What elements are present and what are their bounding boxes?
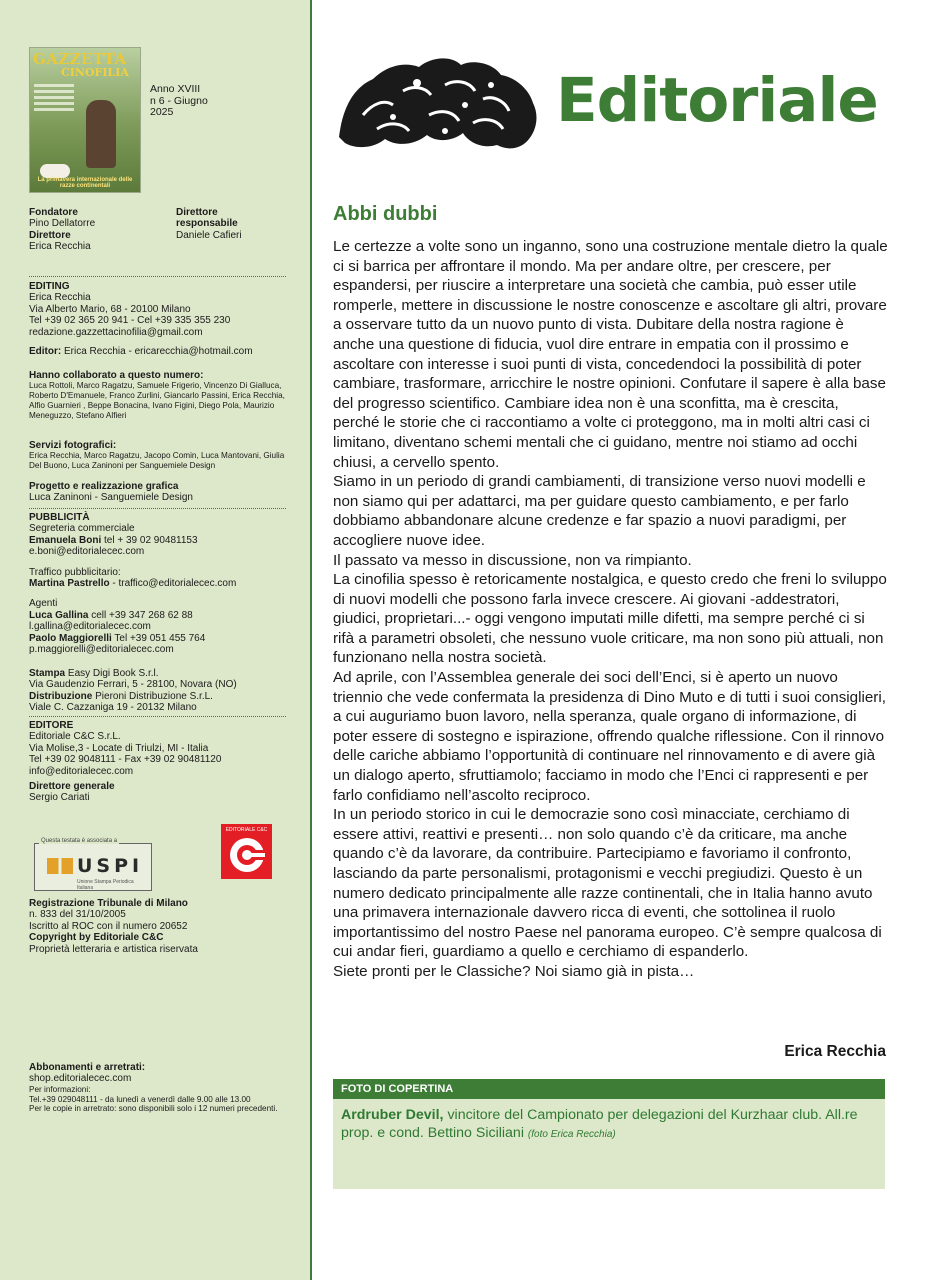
ads-line1: Segreteria commerciale <box>29 523 135 535</box>
photos-label: Servizi fotografici: <box>29 440 117 451</box>
resp-name: Daniele Cafieri <box>176 229 242 241</box>
magazine-cover-image <box>29 47 141 193</box>
article-headline: Abbi dubbi <box>333 203 438 225</box>
distribution-label: Distribuzione <box>29 690 93 702</box>
cc-logo-mark-icon <box>227 835 267 875</box>
divider <box>29 508 286 509</box>
cover-dog-figure <box>40 164 70 178</box>
article-paragraph: La cinofilia spesso è retoricamente nostalgica, e questo credo che freni lo sviluppo di nuovi modelli che possono farla invece crescere. Ai giovani -addestratori, giudici, proprietari...- oggi vengono imputati mille difetti, ma sempre perché ci si rifà a parametri obsoleti, che nessuno vuole criticare, ma non sono più attuali, non funzionano nella nostra società. <box>333 571 887 667</box>
uspi-mark-icon <box>47 858 73 874</box>
article-body <box>333 237 888 982</box>
resp-label-1: Direttore <box>176 207 218 218</box>
photos-text: Erica Recchia, Marco Ragatzu, Jacopo Comin, Luca Mantovani, Giulia Del Buono, Luca Zaninoni per Sanguemiele Design <box>29 451 285 471</box>
editing-address: Via Alberto Mario, 68 - 20100 Milano <box>29 303 191 315</box>
cover-photo-credit: (foto Erica Recchia) <box>527 1129 616 1140</box>
publisher-label: EDITORE <box>29 720 74 731</box>
editing-label: EDITING <box>29 281 70 292</box>
traffic-label: Traffico pubblicitario: <box>29 566 121 578</box>
cover-photo-text: vincitore del Campionato per delegazioni del Kurzhaar club. All.re prop. e cond. Bettino Siciliani <box>341 1107 858 1141</box>
print-block <box>29 668 291 714</box>
subscriptions-arrears: Per le copie in arretrato: sono disponibili solo i 12 numeri precedenti. <box>29 1104 278 1114</box>
article-paragraph: Siamo in un periodo di grandi cambiamenti, di transizione verso nuovi modelli e non siamo qui per adattarci, ma per guidare questo cambiamento, e per farlo dobbiamo abbandonare alcune credenze e far spazio a nuovi paradigmi, per accogliere nuove idee. <box>333 473 866 549</box>
uspi-logo <box>34 838 152 891</box>
editing-name: Erica Recchia <box>29 292 91 304</box>
publisher-email[interactable]: info@editorialecec.com <box>29 765 134 777</box>
subscriptions-block <box>29 1062 291 1114</box>
design-value: Luca Zaninoni - Sanguemiele Design <box>29 492 193 504</box>
cover-headlines <box>34 84 74 114</box>
article-paragraph: Le certezze a volte sono un inganno, sono una costruzione mentale dietro la quale ci si barrica per affrontare il mondo. Ma per andare oltre, per crescere, per espandersi, per riuscire a interpretare una società che cambia, può esser utile romperle, mettere in discussione le nostre conoscenze e ascoltare gli altri, provare a osservare tutto da un nuovo punto di vista. Dubitare della nostra ragione è anche una questione di fiducia, vuol dire entrare in empatia con il prossimo e ascoltare con interesse i suoi punti di vista, concedendoci la possibilità di poter cambiare, trasformare, arricchire le nostre opinioni. Confutare il sapere è alla base del progresso scientifico. Cambiare idea non è una sconfitta, ma è crescita, perché le storie che ci raccontiamo a volte ci proteggono, ma in molti altri casi ci limitano, diventano schemi mentali che ci guidano, mentre noi stiamo ad occhi chiusi, a cervello spento. <box>333 238 888 471</box>
uspi-caption: Questa testata è associata a <box>41 838 118 844</box>
registration-line2: Iscritto al ROC con il numero 20652 <box>29 920 188 932</box>
issue-number: n 6 - Giugno <box>150 94 208 107</box>
design-block <box>29 481 291 504</box>
ads-email2[interactable]: - traffico@editorialecec.com <box>109 578 237 590</box>
ads-name4: Paolo Maggiorelli <box>29 632 112 644</box>
article-paragraph: In un periodo storico in cui le democrazie sono così minacciate, cerchiamo di essere attivi, reattivi e presenti… non solo quando c’è da criticare, ma anche quando c’è da lavorare, da contribuire. Partecipiamo e favoriamo il confronto, lasciando da parte personalismi, protagonismi e vecchi pregiudizi. Questo è un numero dedicato principalmente alle razze continentali, che in Italia hanno avuto una primavera internazionale davvero ricca di eventi, che sottolinea il ruolo importantissimo del nostro Paese nel panorama europeo. C’è sempre qualcosa di cui andar fieri, guardiamo a quello e cerchiamo di espanderlo. <box>333 806 882 961</box>
subscriptions-site[interactable]: shop.editorialecec.com <box>29 1073 132 1085</box>
ads-name2: Martina Pastrello <box>29 578 110 590</box>
ads-email1[interactable]: e.boni@editorialecec.com <box>29 546 145 558</box>
collaborators-label: Hanno collaborato a questo numero: <box>29 370 204 381</box>
resp-label-2: responsabile <box>176 218 238 230</box>
uspi-word: USPI <box>77 855 144 877</box>
editor-label: Editor: <box>29 346 62 357</box>
stampa-value: Easy Digi Book S.r.l. <box>65 668 159 679</box>
advertising-block <box>29 512 291 655</box>
ads-name1: Emanuela Boni <box>29 534 102 546</box>
collaborators-block <box>29 370 291 421</box>
agents-label: Agenti <box>29 598 58 610</box>
publisher-block <box>29 720 291 804</box>
issue-year: Anno XVIII <box>150 83 201 95</box>
copyright-text: Proprietà letteraria e artistica riservata <box>29 943 198 955</box>
section-title: Editoriale <box>556 65 878 136</box>
general-director-name: Sergio Cariati <box>29 792 90 804</box>
divider <box>29 276 286 277</box>
founder-label: Fondatore <box>29 207 78 218</box>
registration-block <box>29 898 291 955</box>
ads-tel4: Tel +39 051 455 764 <box>111 632 206 644</box>
editing-email[interactable]: redazione.gazzettacinofilia@gmail.com <box>29 326 203 338</box>
masthead-sidebar <box>0 0 312 1280</box>
ads-name3: Luca Gallina <box>29 609 89 621</box>
dog-head-illustration <box>333 45 546 155</box>
registration-line1: n. 833 del 31/10/2005 <box>29 909 126 921</box>
ads-email4[interactable]: p.maggiorelli@editorialecec.com <box>29 644 174 656</box>
copyright-label: Copyright by Editoriale C&C <box>29 932 164 944</box>
ads-email3[interactable]: l.gallina@editorialecec.com <box>29 621 151 633</box>
distribution-value: Pieroni Distribuzione S.r.L. <box>92 690 213 702</box>
editor-value: Erica Recchia - ericarecchia@hotmail.com <box>64 346 253 357</box>
stampa-label: Stampa <box>29 668 66 679</box>
publisher-name: Editoriale C&C S.r.L. <box>29 731 121 743</box>
cover-subtitle: CINOFILIA <box>61 66 129 79</box>
general-director-label: Direttore generale <box>29 781 115 793</box>
article-paragraph: Ad aprile, con l’Assemblea generale dei soci dell’Enci, si è aperto un nuovo triennio che vede confermata la presidenza di Dino Muto e di tutti i suoi consiglieri, a cui auguriamo buon lavoro, nella speranza, quale organo di informazione, di poter essere di sostegno e ispirazione, offrendo qualche riflessione. Con il rinnovo delle cariche abbiamo l’opportunità di continuare nel rinnovamento e di avere già un dialogo aperto, sfruttiamolo; facciamo in modo che l’Enci ci rappresenti e per farlo confidiamo nell’ascolto reciproco. <box>333 669 886 804</box>
publisher-phone: Tel +39 02 9048111 - Fax +39 02 90481120 <box>29 754 222 766</box>
ads-tel3: cell +39 347 268 62 88 <box>88 609 193 621</box>
issue-date: 2025 <box>150 106 174 119</box>
distribution-address: Viale C. Cazzaniga 19 - 20132 Milano <box>29 702 197 714</box>
editing-phone: Tel +39 02 365 20 941 - Cel +39 335 355 230 <box>29 315 231 327</box>
editor-line <box>29 346 291 357</box>
cover-photo-lead: Ardruber Devil, <box>341 1107 444 1123</box>
article-signature: Erica Recchia <box>784 1043 886 1060</box>
cover-photo-caption <box>333 1099 885 1151</box>
registration-label: Registrazione Tribunale di Milano <box>29 898 188 909</box>
ads-tel1: tel + 39 02 90481153 <box>104 534 198 546</box>
article-paragraph: Siete pronti per le Classiche? Noi siamo già in pista… <box>333 962 695 980</box>
cover-hunter-figure <box>86 100 116 168</box>
editing-block <box>29 281 291 338</box>
responsible-director-block <box>176 207 296 241</box>
ads-label: PUBBLICITÀ <box>29 512 90 523</box>
subscriptions-info-label: Per informazioni: <box>29 1084 91 1094</box>
director-name: Erica Recchia <box>29 241 91 253</box>
cover-photo-box <box>333 1079 885 1189</box>
photos-block <box>29 440 291 471</box>
cover-title: GAZZETTA <box>33 50 127 68</box>
cover-tagline: La primavera internazionale delle razze continentali <box>37 177 133 189</box>
divider <box>29 716 286 717</box>
director-label: Direttore <box>29 229 71 241</box>
publisher-address: Via Molise,3 - Locate di Triulzi, MI - Italia <box>29 742 209 754</box>
design-label: Progetto e realizzazione grafica <box>29 481 179 492</box>
subscriptions-info-text: Tel.+39 029048111 - da lunedì a venerdì dalle 9.00 alle 13.00 <box>29 1094 251 1104</box>
uspi-subtitle: Unione Stampa Periodica Italiana <box>77 879 134 891</box>
collaborators-text: Luca Rottoli, Marco Ragatzu, Samuele Frigerio, Vincenzo Di Gialluca, Roberto D'Emanuele, Franco Zurlini, Giancarlo Passini, Erica Recchia, Alfio Guarnieri , Beppe Bonacina, Ivano Figini, Diego Pola, Maurizio Meneguzzo, Stefano Alfieri <box>29 381 285 420</box>
cc-logo-label: EDITORIALE C&C <box>225 827 268 833</box>
cover-photo-label: FOTO DI COPERTINA <box>333 1079 885 1099</box>
editoriale-cc-logo <box>221 824 272 879</box>
article-paragraph: Il passato va messo in discussione, non va rimpianto. <box>333 551 692 569</box>
founder-name: Pino Dellatorre <box>29 218 96 230</box>
subscriptions-label: Abbonamenti e arretrati: <box>29 1062 146 1073</box>
issue-info <box>150 84 208 119</box>
stampa-address: Via Gaudenzio Ferrari, 5 - 28100, Novara (NO) <box>29 679 237 691</box>
